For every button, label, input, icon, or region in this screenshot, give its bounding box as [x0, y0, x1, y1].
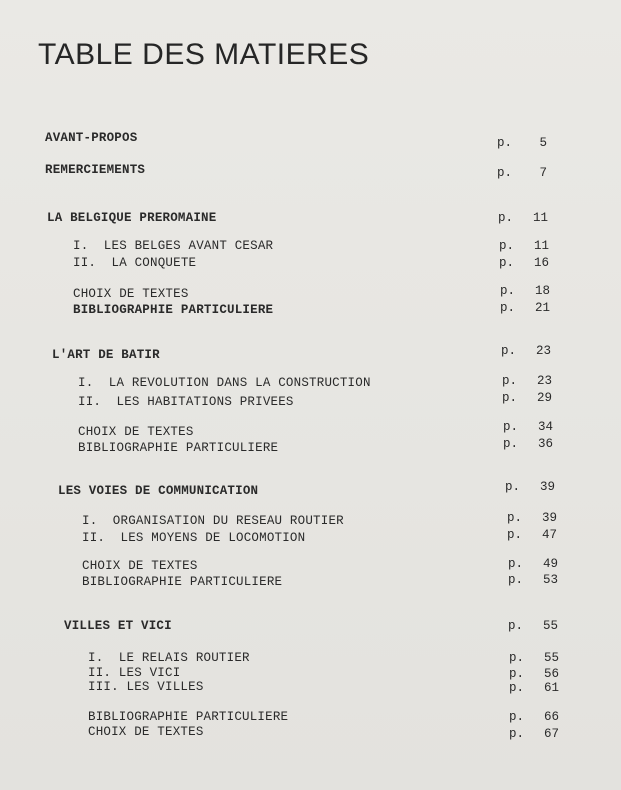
toc-entry-label: AVANT-PROPOS — [45, 131, 138, 145]
page-prefix: p. — [508, 619, 524, 633]
toc-entry-page — [500, 301, 550, 315]
toc-entry-page — [499, 256, 549, 270]
toc-entry-label: LA BELGIQUE PREROMAINE — [47, 211, 217, 225]
page-number: 55 — [542, 619, 558, 633]
toc-entry-page — [500, 284, 550, 298]
page-prefix: p. — [508, 557, 524, 571]
toc-entry-label: I. ORGANISATION DU RESEAU ROUTIER — [82, 514, 344, 528]
page-prefix: p. — [505, 480, 521, 494]
page-prefix: p. — [502, 374, 518, 388]
page-number: 47 — [541, 528, 557, 542]
page-number: 29 — [536, 391, 552, 405]
page-title: TABLE DES MATIERES — [38, 38, 370, 71]
toc-entry-label: CHOIX DE TEXTES — [78, 425, 194, 439]
page-prefix: p. — [509, 710, 525, 724]
page-number: 67 — [543, 727, 559, 741]
toc-entry-page — [503, 420, 553, 434]
toc-entry-page — [507, 511, 557, 525]
toc-entry-label: I. LA REVOLUTION DANS LA CONSTRUCTION — [78, 376, 371, 390]
toc-entry-page — [505, 480, 555, 494]
page-number: 55 — [543, 651, 559, 665]
toc-entry-page — [509, 667, 559, 681]
toc-entry-label: L'ART DE BATIR — [52, 348, 160, 362]
page-number: 66 — [543, 710, 559, 724]
page-prefix: p. — [497, 136, 513, 150]
toc-entry-label: II. LES MOYENS DE LOCOMOTION — [82, 531, 306, 545]
toc-entry-page — [508, 619, 558, 633]
page-number: 7 — [539, 166, 547, 180]
toc-entry-page — [497, 136, 547, 150]
page-prefix: p. — [509, 681, 525, 695]
page-number: 61 — [543, 681, 559, 695]
toc-entry-label: CHOIX DE TEXTES — [82, 559, 198, 573]
page-prefix: p. — [503, 437, 519, 451]
toc-entry-page — [508, 573, 558, 587]
toc-entry-label: BIBLIOGRAPHIE PARTICULIERE — [88, 710, 289, 724]
page-prefix: p. — [501, 344, 517, 358]
page-prefix: p. — [497, 166, 513, 180]
toc-entry-label: I. LES BELGES AVANT CESAR — [73, 239, 274, 253]
toc-entry-label: II. LES HABITATIONS PRIVEES — [78, 395, 294, 409]
page-number: 11 — [533, 239, 549, 253]
toc-entry-label: LES VOIES DE COMMUNICATION — [58, 484, 259, 498]
toc-entry-page — [502, 391, 552, 405]
toc-entry-label: BIBLIOGRAPHIE PARTICULIERE — [73, 303, 274, 317]
toc-entry-page — [509, 710, 559, 724]
toc-entry-page — [509, 681, 559, 695]
page-prefix: p. — [498, 211, 514, 225]
toc-entry-label: VILLES ET VICI — [64, 619, 172, 633]
toc-entry-page — [503, 437, 553, 451]
page-number: 39 — [539, 480, 555, 494]
page-prefix: p. — [500, 301, 516, 315]
page-prefix: p. — [509, 651, 525, 665]
toc-entry-page — [509, 651, 559, 665]
page-number: 39 — [541, 511, 557, 525]
page-number: 16 — [533, 256, 549, 270]
page-prefix: p. — [503, 420, 519, 434]
toc-entry-page — [508, 557, 558, 571]
toc-entry-page — [501, 344, 551, 358]
page-prefix: p. — [508, 573, 524, 587]
page-prefix: p. — [509, 667, 525, 681]
page-number: 21 — [534, 301, 550, 315]
toc-entry-label: BIBLIOGRAPHIE PARTICULIERE — [82, 575, 283, 589]
toc-entry-page — [502, 374, 552, 388]
toc-entry-label: II. LA CONQUETE — [73, 256, 197, 270]
toc-entry-page — [497, 166, 547, 180]
toc-entry-page — [498, 211, 548, 225]
page-prefix: p. — [509, 727, 525, 741]
toc-entry-page — [509, 727, 559, 741]
toc-entry-label: I. LE RELAIS ROUTIER — [88, 651, 250, 665]
toc-entry-label: BIBLIOGRAPHIE PARTICULIERE — [78, 441, 279, 455]
page-number: 23 — [536, 374, 552, 388]
page-number: 23 — [535, 344, 551, 358]
page-number: 36 — [537, 437, 553, 451]
toc-entry-label: CHOIX DE TEXTES — [88, 725, 204, 739]
page-number: 49 — [542, 557, 558, 571]
page-number: 56 — [543, 667, 559, 681]
toc-entry-label: CHOIX DE TEXTES — [73, 287, 189, 301]
page-number: 5 — [539, 136, 547, 150]
page-number: 11 — [532, 211, 548, 225]
page-number: 18 — [534, 284, 550, 298]
toc-entry-page — [499, 239, 549, 253]
page-prefix: p. — [507, 528, 523, 542]
page-prefix: p. — [499, 239, 515, 253]
toc-entry-label: III. LES VILLES — [88, 680, 204, 694]
page-prefix: p. — [500, 284, 516, 298]
toc-entry-label: II. LES VICI — [88, 666, 181, 680]
toc-entry-page — [507, 528, 557, 542]
page-prefix: p. — [502, 391, 518, 405]
page-number: 34 — [537, 420, 553, 434]
page-prefix: p. — [499, 256, 515, 270]
page-number: 53 — [542, 573, 558, 587]
toc-entry-label: REMERCIEMENTS — [45, 163, 146, 177]
page-prefix: p. — [507, 511, 523, 525]
